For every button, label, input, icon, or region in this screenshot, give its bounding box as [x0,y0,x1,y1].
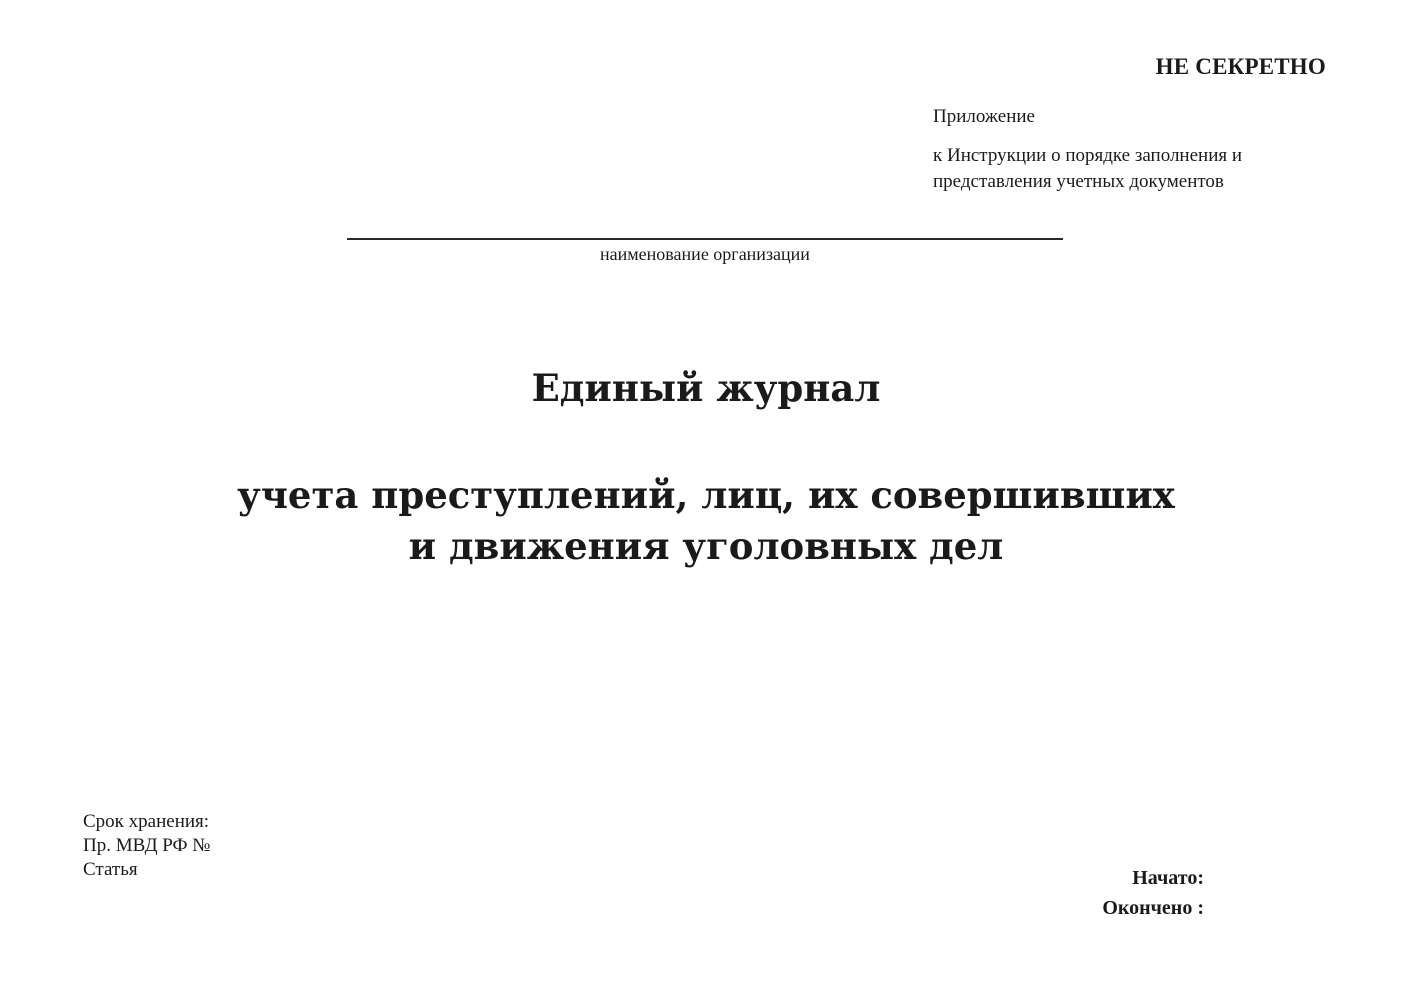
organization-name-line [347,238,1063,240]
document-title: Единый журнал [531,366,881,410]
appendix-reference: к Инструкции о порядке заполнения и представления учетных документов [933,145,1243,192]
appendix-title: Приложение [933,106,1035,127]
finished-label: Окончено : [1102,897,1204,919]
appendix-block [933,105,1333,195]
document-subtitle [0,470,1412,572]
started-label: Начато: [1132,867,1204,889]
storage-term-label: Срок хранения: [83,811,210,832]
storage-info-block [83,810,210,882]
subtitle-line-1: учета преступлений, лиц, их совершивших [237,473,1175,517]
organization-name-caption: наименование организации [600,244,810,264]
storage-order-label: Пр. МВД РФ № [83,835,211,856]
subtitle-line-2: и движения уголовных дел [408,524,1004,568]
dates-block [1102,863,1204,923]
storage-article-label: Статья [83,859,138,880]
classification-mark: НЕ СЕКРЕТНО [1155,54,1326,79]
